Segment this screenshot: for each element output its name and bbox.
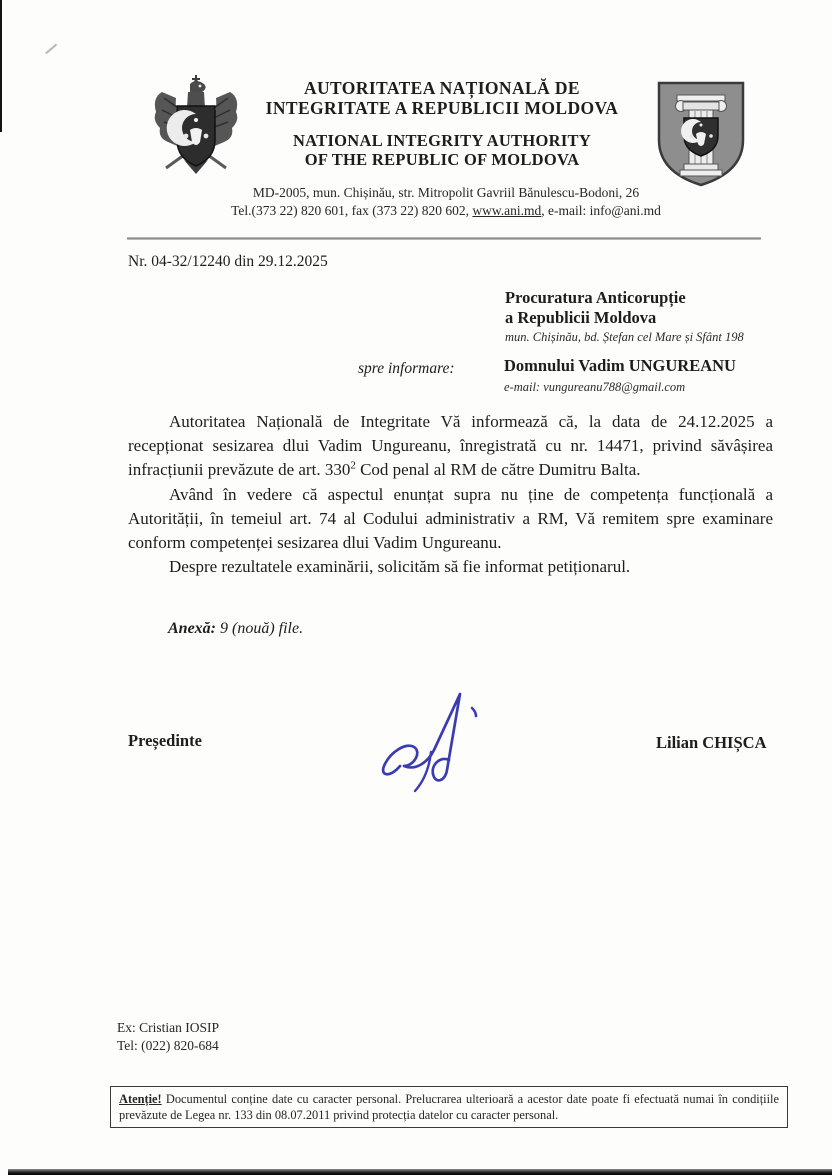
personal-data-notice-box xyxy=(110,1086,788,1128)
recipient-address: mun. Chișinău, bd. Ștefan cel Mare și Sfânt 198 xyxy=(505,330,744,344)
postal-address-line: MD-2005, mun. Chișinău, str. Mitropolit Gavriil Bănulescu-Bodoni, 26 xyxy=(252,185,640,200)
letterhead-address xyxy=(130,184,762,220)
authority-title-en-line2: OF THE REPUBLIC OF MOLDOVA xyxy=(304,150,580,169)
executor-block xyxy=(117,1019,219,1055)
body-paragraph-3: Despre rezultatele examinării, solicităm să fie informat petiționarul. xyxy=(169,557,631,577)
annex-line xyxy=(168,620,303,638)
scan-pen-mark-artifact xyxy=(45,44,57,54)
annex-text: 9 (nouă) file. xyxy=(216,620,304,637)
handwritten-signature xyxy=(372,686,490,798)
cc-addressee-email: e-mail: vungureanu788@gmail.com xyxy=(504,380,686,394)
executor-phone-line: Tel: (022) 820-684 xyxy=(117,1038,219,1053)
cc-addressee-name: Domnului Vadim UNGUREANU xyxy=(504,356,736,375)
body-paragraph-1 xyxy=(128,410,773,483)
notice-label: Atenție! xyxy=(119,1092,162,1106)
signatory-name: Lilian CHIȘCA xyxy=(656,733,767,752)
authority-title-en-line1: NATIONAL INTEGRITY AUTHORITY xyxy=(292,131,592,150)
recipient-name-line1: Procuratura Anticorupție xyxy=(505,288,686,307)
moldova-coat-of-arms-icon xyxy=(150,72,242,194)
contact-email: , e-mail: info@ani.md xyxy=(541,203,661,218)
recipient-block xyxy=(505,288,744,345)
authority-title-ro-line1: AUTORITATEA NAȚIONALĂ DE xyxy=(303,78,581,98)
letterhead-divider xyxy=(127,237,761,240)
scan-edge-artifact-left xyxy=(0,0,2,132)
reference-number: Nr. 04-32/12240 din 29.12.2025 xyxy=(128,253,328,270)
executor-name-line: Ex: Cristian IOSIP xyxy=(117,1020,220,1035)
annex-label: Anexă: xyxy=(168,620,216,637)
recipient-name-line2: a Republicii Moldova xyxy=(505,308,657,327)
cc-label: spre informare: xyxy=(358,360,455,377)
body-paragraph-2: Având în vedere că aspectul enunțat supra nu ține de competența funcțională a Autorității, în temeiul art. 74 al Codului administrativ a RM, Vă remitem spre examinare conform competenței sesizarea dlui Vadim Ungureanu. xyxy=(128,484,773,553)
signatory-title: Președinte xyxy=(128,731,202,750)
letterhead-title-block xyxy=(243,78,641,169)
contact-line xyxy=(130,202,762,220)
superscript-2: 2 xyxy=(350,459,356,472)
body-paragraph-1-end: Cod penal al RM de către Dumitru Balta. xyxy=(355,460,641,480)
contact-phone-fax: Tel.(373 22) 820 601, fax (373 22) 820 602, xyxy=(231,203,473,218)
integrity-authority-emblem-icon xyxy=(653,78,749,190)
letter-body xyxy=(128,410,773,579)
authority-title-ro-line2: INTEGRITATE A REPUBLICII MOLDOVA xyxy=(265,98,619,118)
body-paragraph-1-text: Autoritatea Națională de Integritate Vă informează că, la data de 24.12.2025 a recepționat sesizarea dlui Vadim Ungureanu, înregistrată cu nr. 14471, privind săvâșirea infracțiunii prevăzute de art. 330 xyxy=(128,412,773,480)
scan-edge-artifact-bottom xyxy=(8,1169,832,1175)
website-text: www.ani.md xyxy=(472,203,542,218)
notice-text: Documentul conține date cu caracter personal. Prelucrarea ulterioară a acestor date poate fi efectuată numai în condițiile prevăzute de Legea nr. 133 din 08.07.2011 privind protecția datelor cu caracter personal. xyxy=(119,1092,779,1122)
